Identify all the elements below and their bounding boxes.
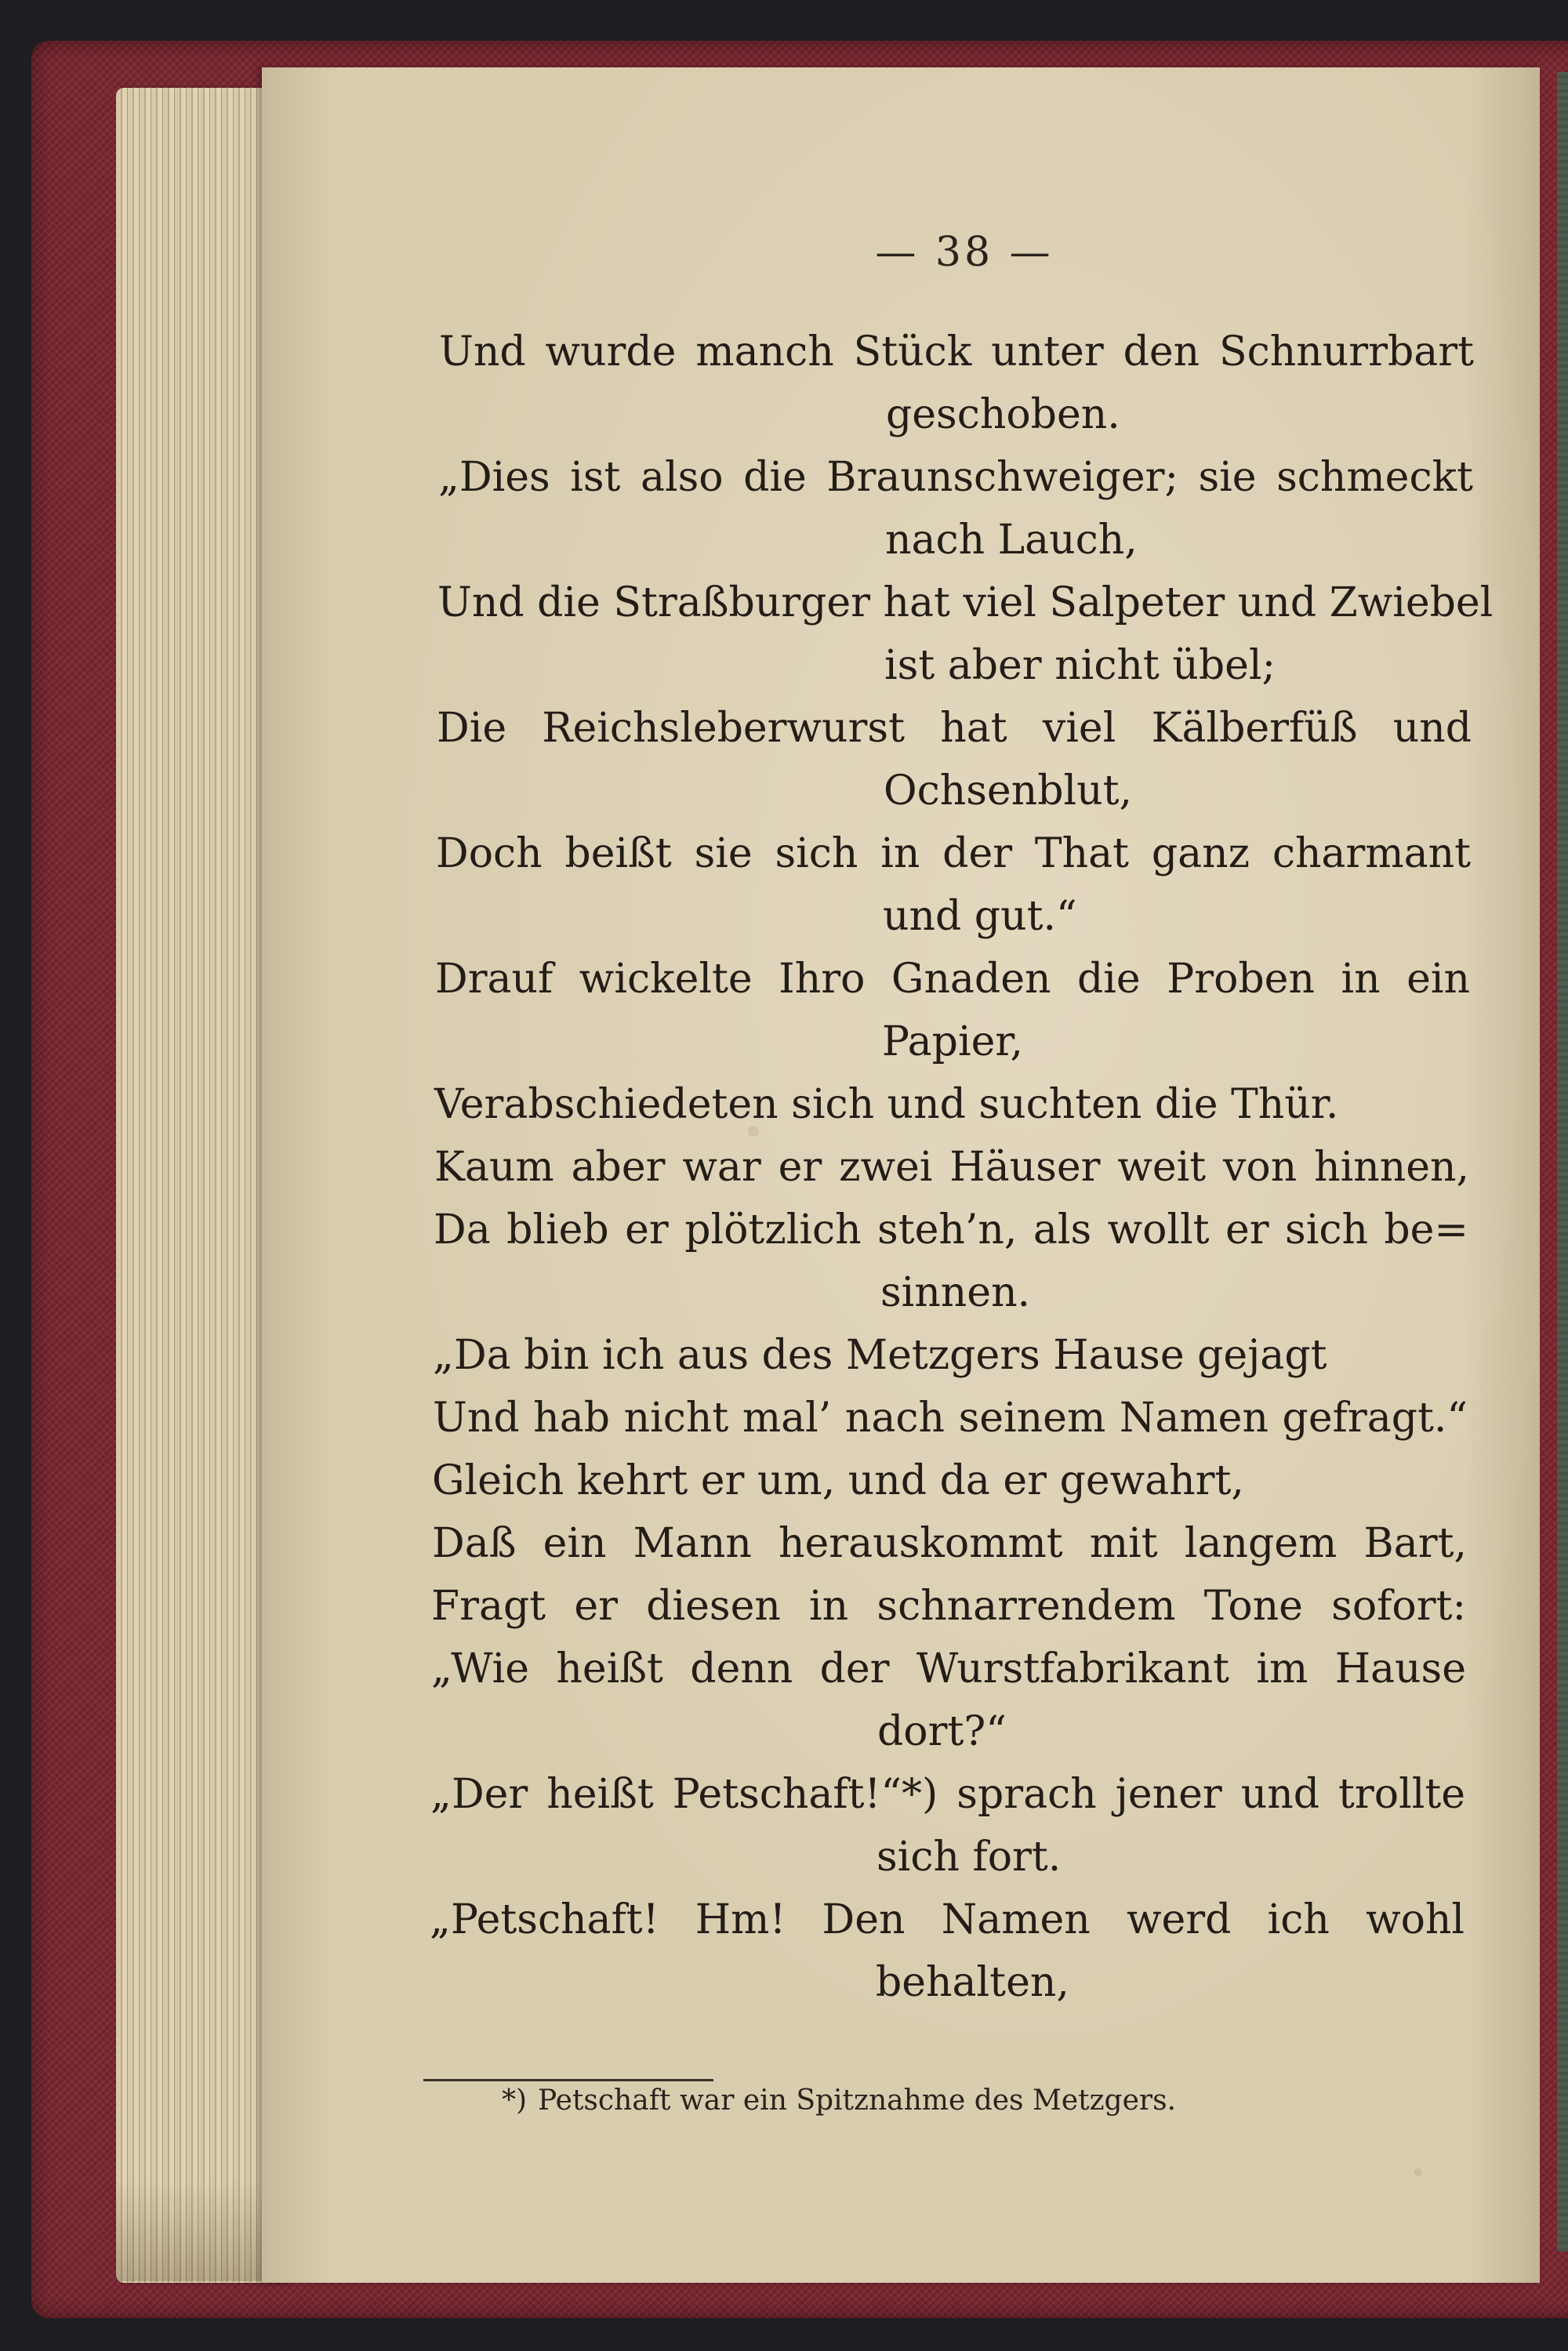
verse-line: Und hab nicht mal’ nach seinem Namen gefragt.“ xyxy=(433,1395,1468,1442)
verse-line: Und die Straßburger hat viel Salpeter und Zwiebel xyxy=(437,579,1494,626)
verse-line-continuation: sinnen. xyxy=(880,1269,1031,1316)
verse-line-continuation: dort?“ xyxy=(877,1708,1007,1755)
verse-line: „Dies ist also die Braunschweiger; sie schmeckt xyxy=(438,454,1473,501)
verse-line-continuation: nach Lauch, xyxy=(885,517,1138,564)
verse-line-continuation: Ochsenblut, xyxy=(884,767,1133,815)
page-number-dash-left: — xyxy=(875,229,920,276)
verse-line: Fragt er diesen in schnarrendem Tone sofort: xyxy=(431,1583,1466,1630)
verse-line: „Der heißt Petschaft!“*) sprach jener und trollte xyxy=(430,1771,1465,1818)
verse-line: Drauf wickelte Ihro Gnaden die Proben in ein xyxy=(435,956,1470,1003)
verse-line: Kaum aber war er zwei Häuser weit von hinnen, xyxy=(434,1144,1469,1191)
verse-line-continuation: behalten, xyxy=(876,1959,1069,2006)
paper-speck xyxy=(1414,2168,1422,2176)
footnote-marker: *) xyxy=(502,2084,528,2117)
page-number-dash-right: — xyxy=(1009,229,1054,276)
verse-line: Gleich kehrt er um, und da er gewahrt, xyxy=(432,1457,1244,1504)
page-number xyxy=(847,229,1082,276)
footnote-text: Petschaft war ein Spitznahme des Metzgers. xyxy=(538,2084,1177,2117)
page-number-value: 38 xyxy=(935,229,994,276)
verse-line: Verabschiedeten sich und suchten die Thür. xyxy=(434,1081,1339,1128)
verse-line: Daß ein Mann herauskommt mit langem Bart, xyxy=(432,1520,1467,1567)
verse-line: „Da bin ich aus des Metzgers Hause gejagt xyxy=(433,1332,1327,1379)
cover-spine-strip xyxy=(1557,72,1568,2251)
verse-line: „Petschaft! Hm! Den Namen werd ich wohl xyxy=(430,1896,1465,1943)
verse-line: Und wurde manch Stück unter den Schnurrbart xyxy=(439,328,1474,376)
verse-line-continuation: ist aber nicht übel; xyxy=(884,642,1276,689)
verse-line-continuation: geschoben. xyxy=(886,391,1120,438)
verse-line: Doch beißt sie sich in der That ganz charmant xyxy=(436,830,1471,877)
footnote xyxy=(502,2084,1443,2118)
footnote-rule xyxy=(423,2079,713,2081)
verse-line: Da blieb er plötzlich steh’n, als wollt er sich be= xyxy=(434,1206,1468,1254)
verse-line: Die Reichsleberwurst hat viel Kälberfüß und xyxy=(437,705,1472,752)
verse-line-continuation: und gut.“ xyxy=(883,893,1077,940)
verse-line: „Wie heißt denn der Wurstfabrikant im Hause xyxy=(431,1645,1466,1693)
verse-line-continuation: sich fort. xyxy=(877,1834,1062,1881)
verse-line-continuation: Papier, xyxy=(882,1018,1024,1065)
